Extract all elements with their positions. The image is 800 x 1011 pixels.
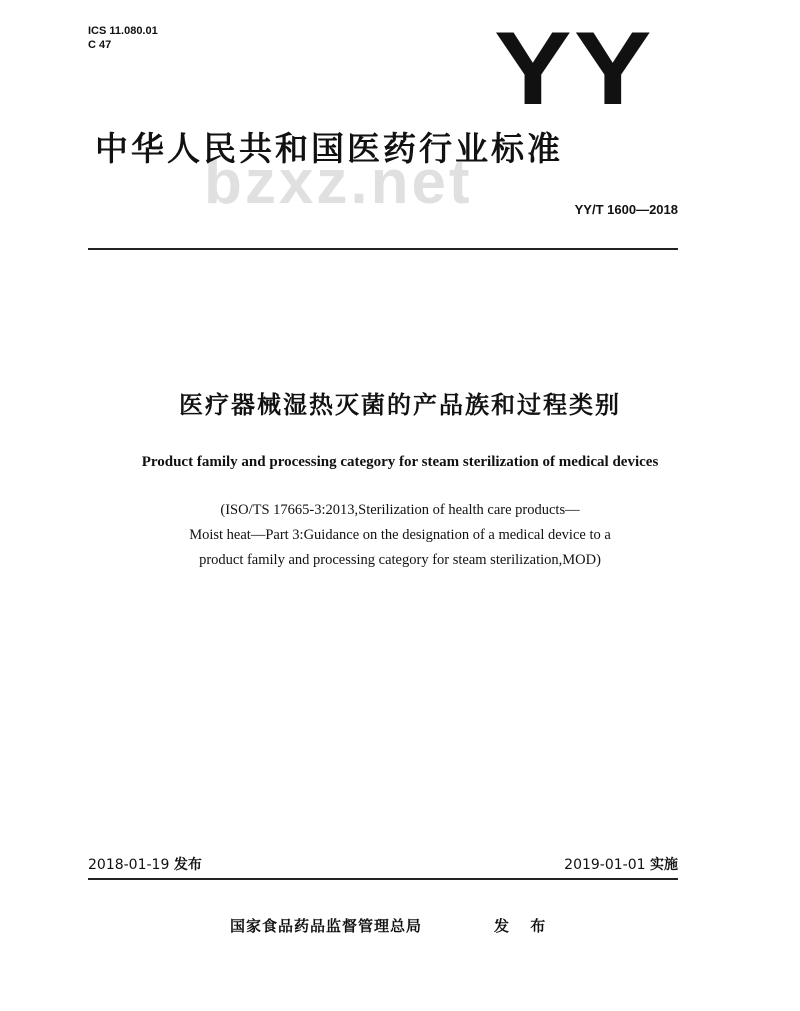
iso-reference-line: (ISO/TS 17665-3:2013,Sterilization of health care products—	[220, 502, 580, 518]
iso-reference-line: Moist heat—Part 3:Guidance on the designation of a medical device to a	[189, 527, 611, 543]
header-divider	[88, 248, 678, 250]
implement-date: 2019-01-01	[564, 857, 646, 873]
yy-logo: YY	[494, 11, 654, 127]
ccs-code: C 47	[88, 39, 112, 51]
implement-label: 实施	[650, 857, 678, 873]
iso-reference-line: product family and processing category for steam sterilization,MOD)	[199, 552, 601, 568]
classification-codes	[88, 24, 158, 52]
release-label: 发布	[173, 857, 202, 873]
release-date-block	[88, 856, 202, 874]
english-document-title: Product family and processing category for steam sterilization of medical devices	[141, 454, 659, 470]
implement-date-block	[564, 856, 678, 874]
issue-label: 发 布	[494, 917, 554, 935]
watermark-text: bzxz.net	[204, 148, 473, 217]
iso-reference	[0, 498, 800, 573]
standard-category-title: 中华人民共和国医药行业标准	[95, 129, 563, 168]
footer-divider	[88, 878, 678, 880]
release-date: 2018-01-19	[88, 857, 170, 873]
chinese-document-title: 医疗器械湿热灭菌的产品族和过程类别	[179, 391, 621, 419]
standard-number: YY/T 1600—2018	[574, 202, 678, 217]
issuing-authority: 国家食品药品监督管理总局	[230, 917, 423, 935]
ics-code: ICS 11.080.01	[88, 25, 158, 37]
